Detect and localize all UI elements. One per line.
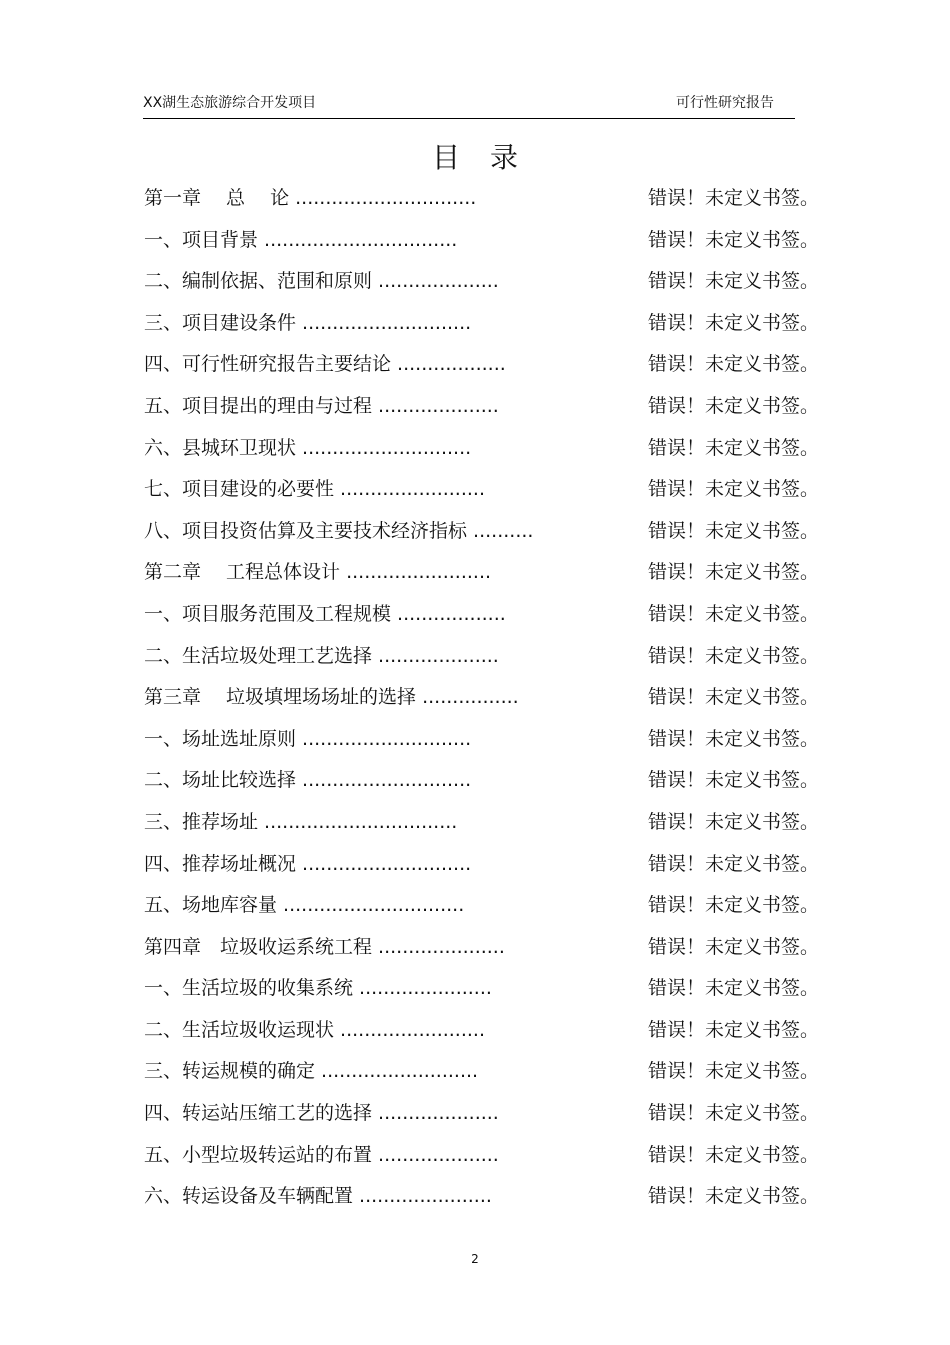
toc-entry-label [144, 1176, 492, 1218]
toc-entry-leader-dots: .............................. [289, 187, 477, 209]
header-project-name: XX湖生态旅游综合开发项目 [143, 95, 317, 111]
toc-entry-label [144, 760, 471, 802]
toc-entry-label [144, 885, 464, 927]
toc-entry-text: 第三章 垃圾填埋场场址的选择 [144, 686, 417, 709]
toc-entry-leader-dots: ................ [416, 686, 519, 709]
toc-entry[interactable] [144, 760, 844, 802]
toc-entry-page-ref: 错误！未定义书签。 [648, 561, 820, 584]
toc-entry[interactable] [144, 844, 844, 886]
toc-entry-page-ref: 错误！未定义书签。 [648, 394, 820, 417]
toc-entry-label [144, 386, 499, 428]
toc-entry-label [144, 1051, 478, 1093]
toc-entry-label [144, 552, 491, 594]
toc-entry-leader-dots: .................... [372, 394, 499, 417]
toc-entry[interactable] [144, 1176, 844, 1218]
toc-entry-leader-dots: ........................ [340, 561, 492, 584]
toc-entry-label [144, 677, 519, 719]
toc-entry-text: 六、县城环卫现状 [144, 436, 297, 459]
toc-entry-leader-dots: ................................ [258, 228, 458, 251]
toc-entry-text: 四、可行性研究报告主要结论 [144, 353, 392, 376]
page-number: 2 [471, 1252, 479, 1266]
toc-entry-text: 三、转运规模的确定 [144, 1060, 316, 1083]
toc-entry[interactable] [144, 594, 844, 636]
toc-entry-page-ref: 错误！未定义书签。 [648, 270, 820, 293]
toc-entry-leader-dots: ...................... [353, 1185, 492, 1208]
toc-entry-leader-dots: .......................... [315, 1060, 479, 1083]
toc-entry-text: 六、转运设备及车辆配置 [144, 1185, 354, 1208]
toc-entry-page-ref: 错误！未定义书签。 [648, 1185, 820, 1208]
toc-entry-leader-dots: .............................. [277, 894, 465, 917]
toc-entry[interactable] [144, 1093, 844, 1135]
toc-entry-leader-dots: .................... [372, 644, 499, 667]
toc-entry-text: 五、项目提出的理由与过程 [144, 394, 373, 417]
toc-entry-label [144, 344, 506, 386]
toc-entry-page-ref: 错误！未定义书签。 [648, 727, 820, 750]
table-of-contents [144, 178, 844, 1218]
toc-entry-text: 五、场地库容量 [144, 894, 278, 917]
toc-entry-label [144, 636, 499, 678]
toc-entry[interactable] [144, 303, 844, 345]
toc-entry-label [144, 220, 457, 262]
toc-entry-leader-dots: .................... [372, 270, 499, 293]
toc-entry-text: 二、生活垃圾处理工艺选择 [144, 644, 373, 667]
toc-entry-text: 一、生活垃圾的收集系统 [144, 977, 354, 1000]
toc-entry-label [144, 261, 499, 303]
toc-entry-leader-dots: ............................ [296, 852, 472, 875]
toc-entry[interactable] [144, 885, 844, 927]
toc-entry-page-ref: 错误！未定义书签。 [648, 478, 820, 501]
toc-entry[interactable] [144, 719, 844, 761]
toc-entry[interactable] [144, 511, 844, 553]
toc-entry-label [144, 469, 485, 511]
toc-entry-page-ref: 错误！未定义书签。 [648, 1018, 820, 1041]
toc-entry-text: 四、推荐场址概况 [144, 852, 297, 875]
toc-entry-label [144, 303, 471, 345]
toc-entry[interactable] [144, 636, 844, 678]
toc-entry-leader-dots: .................... [372, 1102, 499, 1125]
toc-entry-leader-dots: ............................ [296, 436, 472, 459]
toc-entry-page-ref: 错误！未定义书签。 [648, 810, 820, 833]
toc-entry-label [144, 594, 506, 636]
toc-entry-text: 第四章 垃圾收运系统工程 [144, 935, 373, 958]
toc-entry[interactable] [144, 386, 844, 428]
toc-entry-label [144, 428, 471, 470]
toc-entry[interactable] [144, 1135, 844, 1177]
toc-entry-page-ref: 错误！未定义书签。 [648, 1060, 820, 1083]
toc-entry-page-ref: 错误！未定义书签。 [648, 977, 820, 1000]
toc-entry-page-ref: 错误！未定义书签。 [648, 894, 820, 917]
toc-entry[interactable] [144, 552, 844, 594]
toc-entry-label [144, 844, 471, 886]
toc-entry-label [144, 1010, 485, 1052]
toc-entry[interactable] [144, 469, 844, 511]
toc-entry-text: 三、项目建设条件 [144, 311, 297, 334]
toc-entry-page-ref: 错误！未定义书签。 [648, 644, 820, 667]
toc-entry-leader-dots: ...................... [353, 977, 492, 1000]
toc-entry-page-ref: 错误！未定义书签。 [648, 436, 820, 459]
toc-entry[interactable] [144, 220, 844, 262]
toc-entry-text: 五、小型垃圾转运站的布置 [144, 1143, 373, 1166]
toc-entry-label [144, 719, 471, 761]
toc-entry-page-ref: 错误！未定义书签。 [648, 935, 820, 958]
toc-entry-text: 八、项目投资估算及主要技术经济指标 [144, 519, 468, 542]
toc-entry-text: 第二章 工程总体设计 [144, 561, 341, 584]
toc-entry-label [144, 511, 533, 553]
toc-entry[interactable] [144, 261, 844, 303]
toc-entry-label [144, 968, 492, 1010]
toc-entry-text: 第一章 总 论 [144, 187, 290, 209]
toc-entry-label [144, 802, 457, 844]
header-report-type: 可行性研究报告 [676, 95, 774, 111]
toc-title: 目录 [431, 141, 548, 174]
toc-entry-page-ref: 错误！未定义书签。 [648, 686, 820, 709]
toc-entry-text: 二、编制依据、范围和原则 [144, 270, 373, 293]
toc-entry-text: 四、转运站压缩工艺的选择 [144, 1102, 373, 1125]
toc-entry-leader-dots: ........................ [334, 478, 486, 501]
toc-entry[interactable] [144, 1010, 844, 1052]
toc-entry-text: 一、项目背景 [144, 228, 259, 251]
toc-entry[interactable] [144, 968, 844, 1010]
toc-entry-page-ref: 错误！未定义书签。 [648, 1143, 820, 1166]
toc-entry[interactable] [144, 802, 844, 844]
toc-entry[interactable] [144, 344, 844, 386]
toc-entry-page-ref: 错误！未定义书签。 [648, 353, 820, 376]
toc-entry-leader-dots: ............................ [296, 311, 472, 334]
page-header [143, 92, 795, 119]
toc-entry[interactable] [144, 178, 844, 220]
toc-entry-page-ref: 错误！未定义书签。 [648, 602, 820, 625]
toc-entry-page-ref: 错误！未定义书签。 [648, 187, 820, 209]
toc-entry[interactable] [144, 428, 844, 470]
toc-entry-leader-dots: .......... [467, 519, 534, 542]
toc-entry-label [144, 178, 476, 220]
toc-entry-leader-dots: ............................ [296, 727, 472, 750]
toc-entry-leader-dots: .................. [391, 602, 506, 625]
toc-entry-text: 三、推荐场址 [144, 810, 259, 833]
toc-entry-label [144, 1093, 499, 1135]
toc-entry-label [144, 1135, 499, 1177]
toc-entry-text: 一、场址选址原则 [144, 727, 297, 750]
toc-entry-leader-dots: ..................... [372, 935, 505, 958]
toc-entry-page-ref: 错误！未定义书签。 [648, 1102, 820, 1125]
toc-entry-text: 二、生活垃圾收运现状 [144, 1018, 335, 1041]
toc-entry-leader-dots: ............................ [296, 769, 472, 792]
toc-entry-leader-dots: ................................ [258, 810, 458, 833]
toc-entry-leader-dots: .................. [391, 353, 506, 376]
toc-entry[interactable] [144, 677, 844, 719]
toc-entry-page-ref: 错误！未定义书签。 [648, 228, 820, 251]
toc-entry-text: 二、场址比较选择 [144, 769, 297, 792]
toc-entry-page-ref: 错误！未定义书签。 [648, 519, 820, 542]
toc-entry-text: 一、项目服务范围及工程规模 [144, 602, 392, 625]
toc-entry-leader-dots: .................... [372, 1143, 499, 1166]
toc-entry[interactable] [144, 1051, 844, 1093]
toc-entry-text: 七、项目建设的必要性 [144, 478, 335, 501]
toc-entry-page-ref: 错误！未定义书签。 [648, 852, 820, 875]
toc-entry-page-ref: 错误！未定义书签。 [648, 311, 820, 334]
toc-entry[interactable] [144, 927, 844, 969]
toc-entry-page-ref: 错误！未定义书签。 [648, 769, 820, 792]
toc-entry-leader-dots: ........................ [334, 1018, 486, 1041]
toc-entry-label [144, 927, 505, 969]
